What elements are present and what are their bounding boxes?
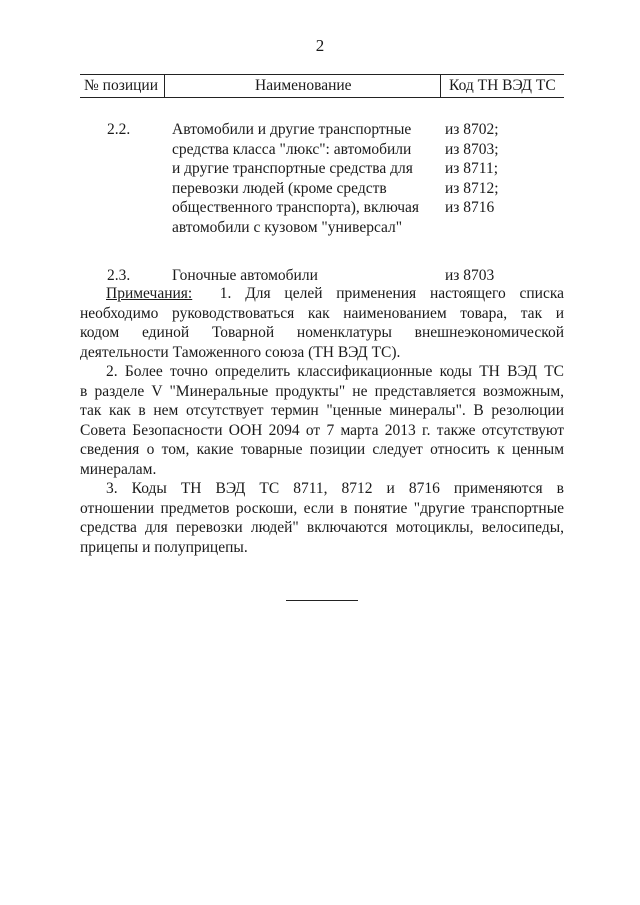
- note-line: средства для перевозки людей" включаются мотоциклы, велосипеды,: [80, 519, 564, 536]
- name-line: Гоночные автомобили: [172, 267, 318, 284]
- header-name: Наименование: [255, 77, 352, 94]
- row-name: [172, 266, 318, 286]
- note-line: минералам.: [80, 460, 157, 478]
- row-position: 2.3.: [107, 267, 131, 284]
- code-line: из 8711;: [445, 160, 499, 177]
- row-codes: [445, 120, 499, 218]
- note-line: Совета Безопасности ООН 2094 от 7 марта 2013 г. также отсутствуют: [80, 421, 564, 439]
- name-line: перевозки людей (кроме средств: [172, 179, 387, 197]
- header-code: Код ТН ВЭД ТС: [449, 77, 556, 94]
- note-line: необходимо руководствоваться как наименованием товара, так и: [80, 304, 564, 322]
- code-line: из 8703;: [445, 140, 499, 158]
- note-3: [80, 479, 564, 557]
- note-line: прицепы и полуприцепы.: [80, 538, 248, 556]
- name-line: средства класса "люкс": автомобили: [172, 140, 412, 158]
- row-position: 2.2.: [107, 121, 131, 138]
- note-line: отношении предметов роскоши, если в понятие "другие транспортные: [80, 499, 564, 517]
- note-1: [80, 284, 564, 362]
- table-header: [80, 74, 564, 98]
- table-row: [80, 120, 564, 246]
- note-line: кодом единой Товарной номенклатуры внешнеэкономической: [80, 324, 564, 341]
- name-line: общественного транспорта), включая: [172, 199, 420, 216]
- header-position: № позиции: [84, 77, 159, 94]
- code-line: из 8703: [445, 267, 495, 284]
- note-line: в разделе V "Минеральные продукты" не представляется возможным,: [80, 382, 564, 400]
- note-line: 3. Коды ТН ВЭД ТС 8711, 8712 и 8716 применяются в: [106, 480, 564, 497]
- goods-table: [80, 74, 564, 290]
- name-line: Автомобили и другие транспортные: [172, 121, 412, 138]
- row-codes: [445, 266, 494, 286]
- note-line: деятельности Таможенного союза (ТН ВЭД ТС).: [80, 343, 401, 361]
- name-line: автомобили с кузовом "универсал": [172, 218, 403, 236]
- end-of-document-rule: [286, 600, 358, 601]
- column-divider: [164, 75, 165, 97]
- note-line: Примечания: 1. Для целей применения настоящего списка: [106, 285, 564, 302]
- row-name: [172, 120, 419, 237]
- notes-label: Примечания:: [106, 285, 193, 302]
- page-number: 2: [315, 36, 325, 55]
- note-line: так как в нем отсутствует термин "ценные минералы". В резолюции: [80, 402, 564, 419]
- note-line: 2. Более точно определить классификационные коды ТН ВЭД ТС: [106, 363, 564, 380]
- name-line: и другие транспортные средства для: [172, 160, 413, 177]
- code-line: из 8716: [445, 199, 495, 216]
- notes-section: [80, 284, 564, 557]
- note-line: сведения о том, какие товарные позиции следует относить к ценным: [80, 441, 564, 458]
- code-line: из 8702;: [445, 121, 499, 138]
- note-2: [80, 362, 564, 479]
- column-divider: [440, 75, 441, 97]
- code-line: из 8712;: [445, 179, 499, 197]
